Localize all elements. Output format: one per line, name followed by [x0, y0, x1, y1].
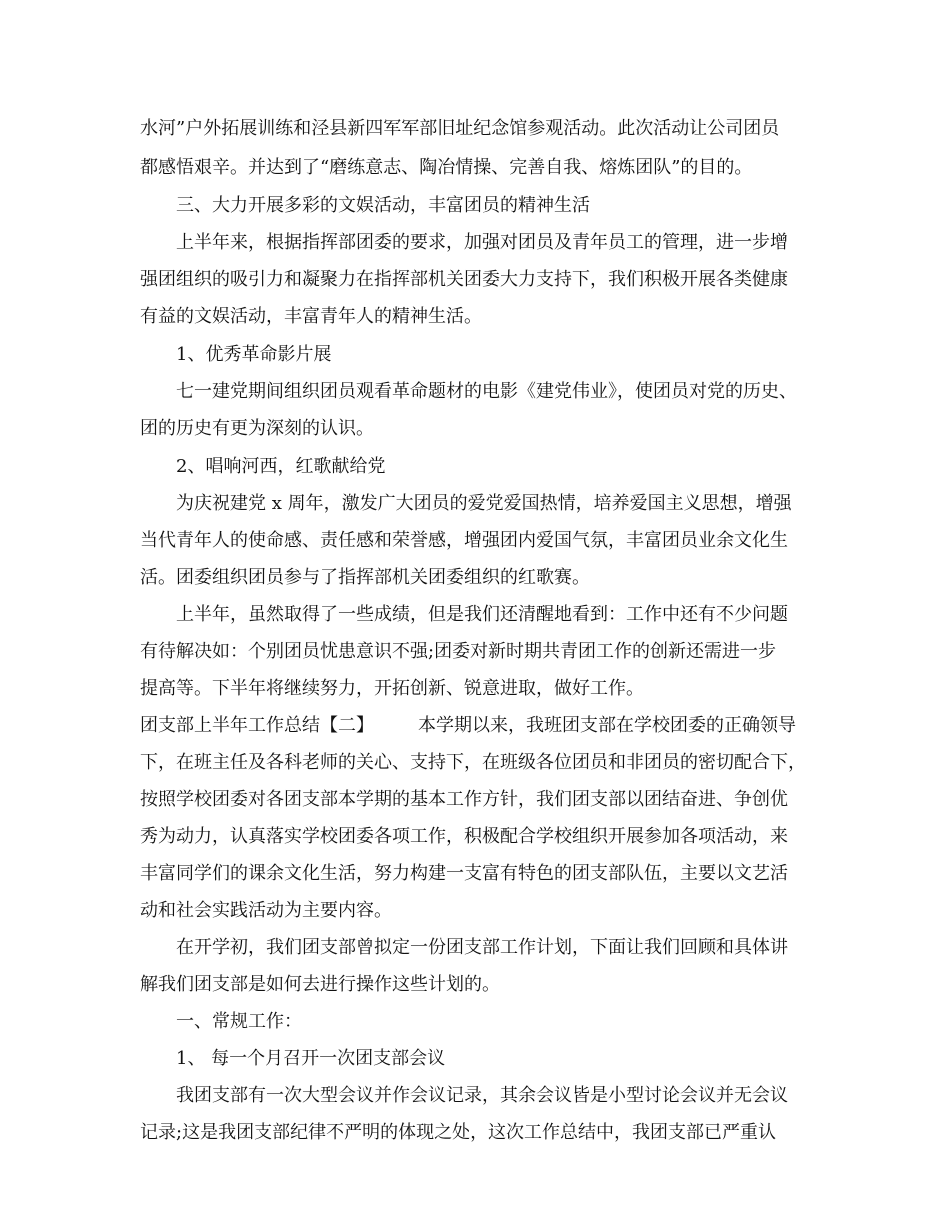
text-line: 上半年来，根据指挥部团委的要求，加强对团员及青年员工的管理，进一步增 — [176, 232, 788, 253]
text-line: 团的历史有更为深刻的认识。 — [140, 418, 374, 439]
text-line: 有待解决如：个别团员忧患意识不强;团委对新时期共青团工作的创新还需进一步 — [140, 641, 777, 662]
text-line: 为庆祝建党 x 周年，激发广大团员的爱党爱国热情，培养爱国主义思想，增强 — [176, 493, 792, 514]
section-heading: 一、常规工作： — [176, 1011, 302, 1032]
text-line: 解我们团支部是如何去进行操作这些计划的。 — [140, 974, 500, 995]
text-line: 有益的文娱活动，丰富青年人的精神生活。 — [140, 306, 482, 327]
text-line: 动和社会实践活动为主要内容。 — [140, 900, 392, 921]
text-line: 按照学校团委对各团支部本学期的基本工作方针，我们团支部以团结奋进、争创优 — [140, 789, 788, 810]
text-line: 七一建党期间组织团员观看革命题材的电影《建党伟业》，使团员对党的历史、 — [176, 381, 797, 402]
text-line: 在开学初，我们团支部曾拟定一份团支部工作计划，下面让我们回顾和具体讲 — [176, 937, 788, 958]
text-line: 秀为动力，认真落实学校团委各项工作，积极配合学校组织开展参加各项活动，来 — [140, 826, 788, 847]
text-line: 记录;这是我团支部纪律不严明的体现之处，这次工作总结中，我团支部已严重认 — [140, 1122, 777, 1143]
text-line: 上半年，虽然取得了一些成绩，但是我们还清醒地看到：工作中还有不少问题 — [176, 604, 788, 625]
text-segment: 本学期以来，我班团支部在学校团委的正确领导 — [418, 715, 796, 736]
text-line: 当代青年人的使命感、责任感和荣誉感，增强团内爱国气氛，丰富团员业余文化生 — [140, 530, 788, 551]
subsection-heading: 1、 每一个月召开一次团支部会议 — [176, 1048, 446, 1069]
subsection-heading: 1、优秀革命影片展 — [176, 344, 332, 365]
text-line: 提高等。下半年将继续努力，开拓创新、锐意进取，做好工作。 — [140, 678, 644, 699]
text-line: 下，在班主任及各科老师的关心、支持下，在班级各位团员和非团员的密切配合下， — [140, 752, 806, 773]
text-line: 我团支部有一次大型会议并作会议记录，其余会议皆是小型讨论会议并无会议 — [176, 1085, 788, 1106]
text-line: 水河”户外拓展训练和泾县新四军军部旧址纪念馆参观活动。此次活动让公司团员 — [140, 118, 780, 139]
text-line — [140, 715, 796, 737]
section-heading: 三、大力开展多彩的文娱活动，丰富团员的精神生活 — [176, 195, 590, 216]
subsection-heading: 2、唱响河西，红歌献给党 — [176, 456, 386, 477]
text-line: 活。团委组织团员参与了指挥部机关团委组织的红歌赛。 — [140, 567, 590, 588]
text-line: 强团组织的吸引力和凝聚力在指挥部机关团委大力支持下，我们积极开展各类健康 — [140, 269, 788, 290]
document-section-title: 团支部上半年工作总结【二】 — [140, 715, 374, 736]
text-line: 丰富同学们的课余文化生活，努力构建一支富有特色的团支部队伍，主要以文艺活 — [140, 863, 788, 884]
text-line: 都感悟艰辛。并达到了“磨练意志、陶冶情操、完善自我、熔炼团队”的目的。 — [140, 157, 753, 178]
